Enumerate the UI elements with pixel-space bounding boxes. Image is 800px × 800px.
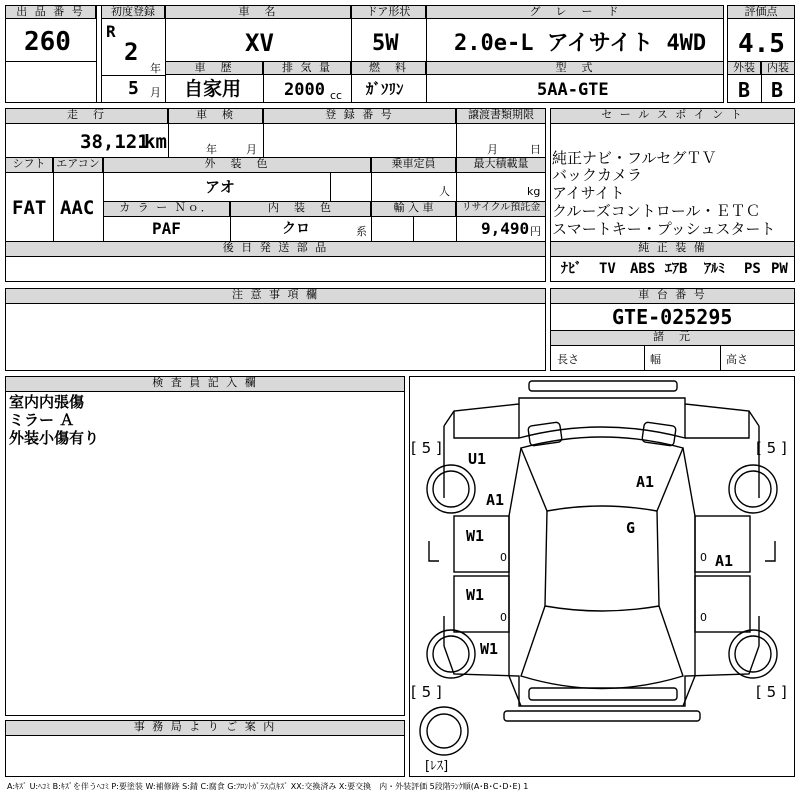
sales-point-4: クルーズコントロール・ＥＴＣ	[552, 202, 761, 220]
mark-zero-2: 0	[500, 611, 507, 624]
year-unit: 年	[150, 62, 161, 75]
month-unit: 月	[150, 86, 161, 99]
color-no-label: カ ラ ー Ｎｏ．	[103, 201, 230, 217]
reg-month: 5	[128, 78, 139, 99]
spare-tire: [ﾚｽ]	[425, 759, 449, 774]
inspection-label: 車 検	[168, 108, 263, 124]
equip-abs: ABS	[630, 261, 656, 277]
mark-zero-4: 0	[700, 611, 707, 624]
lot-number: 260	[24, 27, 71, 57]
tire-front-left: [ 5 ]	[411, 439, 442, 457]
model: 5AA-GTE	[537, 80, 609, 100]
era: R	[106, 22, 116, 41]
plate-label: 登 録 番 号	[263, 108, 456, 124]
mileage: 38,121	[80, 131, 149, 153]
grade: 2.0e-L アイサイト 4WD	[454, 31, 707, 56]
color-label: 外 装 色	[103, 157, 371, 173]
tire-rear-right: [ 5 ]	[756, 683, 787, 701]
equip-pw: PW	[771, 261, 788, 277]
mark-a1-left: A1	[486, 491, 505, 509]
mark-a1-roof: A1	[636, 473, 655, 491]
mileage-label: 走 行	[5, 108, 168, 124]
later-parts-label: 後 日 発 送 部 品	[5, 241, 546, 257]
recycle: 9,490	[481, 219, 530, 238]
load-unit: kg	[527, 185, 541, 198]
equip-tv: TV	[599, 261, 616, 277]
grade-label: グ レ ー ド	[426, 5, 724, 19]
capacity-label: 乗車定員	[371, 157, 456, 173]
notes-label: 注 意 事 項 欄	[5, 288, 546, 304]
recycle-unit: 円	[530, 225, 541, 238]
shift-label: シフト	[5, 157, 53, 173]
fuel: ｶﾞｿﾘﾝ	[366, 80, 404, 98]
int-color-label: 内 装 色	[230, 201, 371, 217]
capacity-unit: 人	[439, 185, 450, 198]
spec-length: 長さ	[557, 353, 579, 366]
km-unit: km	[144, 131, 167, 153]
insp-year: 年	[206, 143, 217, 156]
equip-ps: PS	[744, 261, 761, 277]
fuel-label: 燃 料	[351, 61, 426, 75]
model-label: 型 式	[426, 61, 724, 75]
chassis-number: GTE-025295	[612, 305, 733, 329]
inspector-line-1: 室内内張傷	[9, 393, 85, 411]
car-name: XV	[245, 29, 274, 57]
load-label: 最大積載量	[456, 157, 546, 173]
equip-navi: ﾅﾋﾞ	[561, 261, 582, 277]
shift: FAT	[12, 197, 47, 219]
office-label: 事 務 局 よ り ご 案 内	[5, 720, 405, 736]
int-label: 内装	[761, 61, 795, 75]
mark-g: G	[626, 519, 636, 537]
car-name-label: 車 名	[165, 5, 351, 19]
chassis-label: 車 台 番 号	[550, 288, 795, 304]
score: 4.5	[738, 29, 785, 59]
insp-month: 月	[246, 143, 257, 156]
int-color: クロ	[282, 221, 310, 237]
transfer-label: 譲渡書類期限	[456, 108, 546, 124]
ac: AAC	[60, 197, 95, 219]
mark-zero-1: 0	[500, 551, 507, 564]
tire-front-right: [ 5 ]	[756, 439, 787, 457]
first-reg-label: 初度登録	[101, 5, 165, 19]
ext-label: 外装	[727, 61, 761, 75]
lot-label: 出 品 番 号	[5, 5, 96, 19]
mark-w1-rear: W1	[466, 586, 485, 604]
recycle-label: リサイクル預託金	[456, 201, 546, 217]
transfer-month: 月	[487, 143, 498, 156]
import-label: 輸 入 車	[371, 201, 456, 217]
inspector-label: 検 査 員 記 入 欄	[5, 376, 405, 392]
mark-u1: U1	[468, 450, 487, 468]
sales-point-2: バックカメラ	[552, 166, 643, 184]
color-no: PAF	[152, 219, 181, 238]
mark-zero-3: 0	[700, 551, 707, 564]
score-label: 評価点	[727, 5, 795, 19]
equip-label: 純 正 装 備	[550, 241, 795, 257]
spec-width: 幅	[650, 353, 661, 366]
color: アオ	[205, 178, 235, 196]
inspector-line-3: 外装小傷有り	[9, 429, 100, 447]
door: 5W	[372, 31, 399, 56]
sales-label: セ ー ル ス ポ イ ン ト	[550, 108, 795, 124]
sales-point-1: 純正ナビ・フルセグＴＶ	[552, 149, 717, 167]
legend: A:ｷｽﾞ U:ﾍｺﾐ B:ｷｽﾞを伴うﾍｺﾐ P:要塗装 W:補修跡 S:錆 C:腐食 G:ﾌﾛﾝﾄｶﾞﾗｽ点ｷｽﾞ XX:交換済み X:要交換 内・外装評価 5段階ﾗﾝｸ順(A･B･C･D･E) 1	[7, 782, 529, 791]
spec-label: 諸 元	[550, 330, 795, 346]
cc-unit: cc	[330, 89, 343, 102]
reg-year: 2	[124, 38, 139, 66]
history: 自家用	[184, 78, 242, 100]
sales-point-3: アイサイト	[552, 184, 625, 202]
int-grade: B	[771, 78, 784, 102]
ac-label: エアコン	[53, 157, 103, 173]
equip-alloy: ｱﾙﾐ	[704, 261, 725, 277]
car-diagram	[409, 376, 795, 777]
tire-rear-left: [ 5 ]	[411, 683, 442, 701]
mark-a1-right: A1	[715, 552, 734, 570]
mark-w1-front: W1	[466, 527, 485, 545]
displacement: 2000	[284, 80, 325, 100]
spec-height: 高さ	[726, 353, 748, 366]
sales-point-5: スマートキー・プッシュスタート	[552, 220, 776, 238]
inspector-line-2: ミラー Ａ	[9, 411, 75, 429]
history-label: 車 歴	[165, 61, 263, 75]
ext-grade: B	[738, 78, 751, 102]
displacement-label: 排 気 量	[263, 61, 351, 75]
transfer-day: 日	[530, 143, 541, 156]
equip-airbag: ｴｱB	[665, 261, 688, 277]
door-label: ドア形状	[351, 5, 426, 19]
int-color-suffix: 系	[356, 225, 367, 238]
mark-w1-low: W1	[480, 640, 499, 658]
